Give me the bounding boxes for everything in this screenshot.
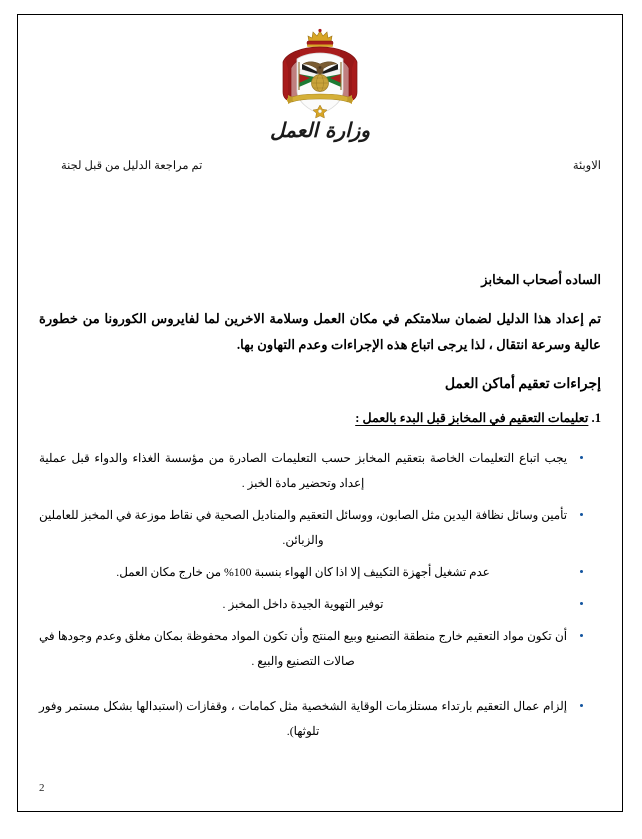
- jordan-coat-of-arms-icon: [266, 28, 374, 120]
- header-left-text: تم مراجعة الدليل من قبل لجنة: [61, 160, 203, 172]
- addressee-line: الساده أصحاب المخابز: [481, 272, 601, 288]
- numbered-heading-text: تعليمات التعقيم في المخابز قبل البدء بالعمل :: [355, 410, 589, 425]
- list-item: إلزام عمال التعقيم بارتداء مستلزمات الوقاية الشخصية مثل كمامات ، وقفازات (استبدالها بشكل مستمر وفور تلوثها).: [39, 694, 585, 744]
- section-title: إجراءات تعقيم أماكن العمل: [444, 376, 601, 392]
- document-page: [17, 14, 623, 812]
- document-body: [39, 271, 601, 744]
- intro-paragraph: تم إعداد هذا الدليل لضمان سلامتكم في مكان العمل وسلامة الاخرين لما لفايروس الكورونا من خطورة عالية وسرعة انتقال ، لذا يرجى اتباع هذه الإجراءات وعدم التهاون بها.: [39, 311, 601, 353]
- list-item: عدم تشغيل أجهزة التكييف إلا اذا كان الهواء بنسبة 100% من خارج مكان العمل.: [39, 560, 585, 585]
- numbered-heading: [39, 409, 601, 428]
- header-right-text: الاوبئة: [572, 160, 601, 172]
- instructions-list: [39, 446, 601, 744]
- page-number: 2: [39, 782, 45, 794]
- ministry-name: وزارة العمل: [270, 118, 370, 142]
- numbered-heading-number: 1.: [591, 410, 601, 425]
- list-item: تأمين وسائل نظافة اليدين مثل الصابون، ووسائل التعقيم والمناديل الصحية في نقاط موزعة في المخبز للعاملين والزبائن.: [39, 503, 585, 553]
- list-item: أن تكون مواد التعقيم خارج منطقة التصنيع وبيع المنتج وأن تكون المواد محفوظة بمكان مغلق وعدم وجودها في صالات التصنيع والبيع .: [39, 624, 585, 674]
- document-header: [39, 158, 601, 175]
- letterhead: [39, 14, 601, 142]
- list-item: يجب اتباع التعليمات الخاصة بتعقيم المخابز حسب التعليمات الصادرة من مؤسسة الغذاء والدواء قبل عملية إعداد وتحضير مادة الخبز .: [39, 446, 585, 496]
- list-item: توفير التهوية الجيدة داخل المخبز .: [39, 592, 585, 617]
